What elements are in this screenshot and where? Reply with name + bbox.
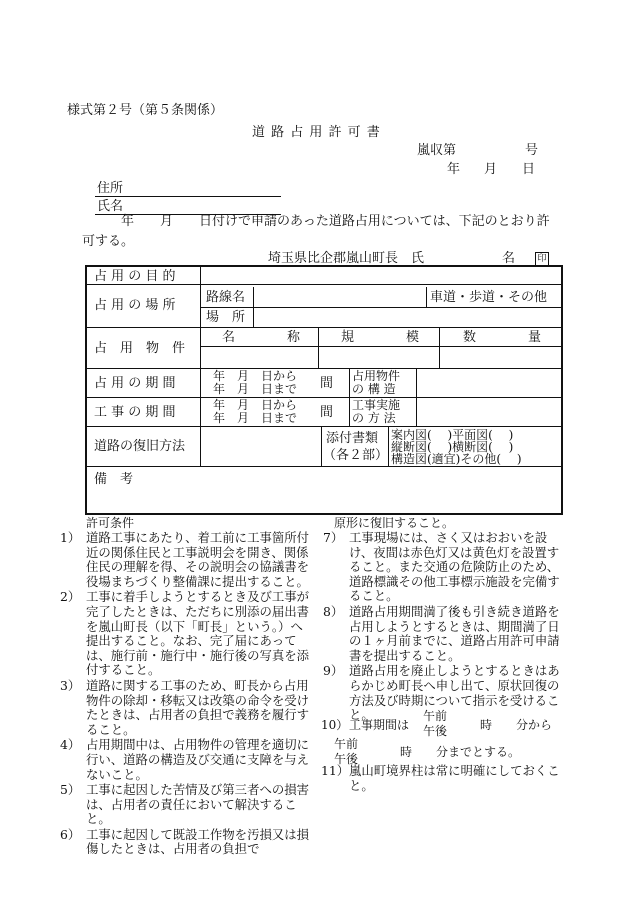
seal-mark: 印 [535, 252, 549, 266]
structure-label-2: の 構 造 [352, 382, 396, 396]
address-label: 住所 [97, 181, 124, 196]
work-between: 間 [320, 405, 334, 420]
col-quantity: 数 量 [463, 330, 542, 345]
reference-suffix: 号 [525, 143, 539, 158]
intro-line-2: 可する。 [82, 234, 135, 249]
condition-3: 3） 道路に関する工事のため、町長から占用物件の除却・移転又は改築の命令を受けたときは、占用者の負担で義務を履行すること。 [60, 677, 310, 737]
attach-label-2: （各２部） [323, 448, 389, 463]
condition-10-am-2: 午前 [334, 737, 359, 751]
condition-10-am-1: 午前 [423, 709, 448, 723]
occupancy-date-from: 年 月 日から [213, 369, 298, 383]
document-title: 道 路 占 用 許 可 書 [252, 125, 381, 140]
condition-2: 2） 工事に着手しようとするとき及び工事が完了したときは、ただちに別添の届出書を嵐山町長（以下「町長」という。）へ提出すること。なお、完了届にあっては、施行前・施行中・施行後の写真を添付すること。 [60, 589, 310, 678]
occupancy-between: 間 [320, 376, 334, 391]
condition-9: 9） 道路占用を廃止しようとするときはあらかじめ町長へ申し出て、原状回復の方法及び時期について指示を受けること。 [323, 663, 560, 723]
attach-label-1: 添付書類 [326, 431, 379, 446]
issuer: 埼玉県比企郡嵐山町長 氏 名 [268, 251, 516, 266]
name-label: 氏名 [97, 199, 124, 214]
col-name: 名 称 [222, 330, 301, 345]
condition-10-pm-1: 午後 [423, 724, 448, 738]
condition-4: 4） 占用期間中は、占用物件の管理を適切に行い、道路の構造及び交通に支障を与えないこと。 [60, 737, 310, 782]
restore-label: 道路の復旧方法 [94, 439, 186, 454]
attach-line-1: 案内図( )平面図( ) [391, 428, 514, 442]
route-label: 路線名 [206, 290, 246, 305]
permit-table [85, 265, 563, 515]
work-date-from: 年 月 日から [213, 398, 298, 412]
attach-line-3: 構造図(適宜)その他( ) [391, 452, 522, 466]
date-month: 月 [484, 162, 498, 177]
condition-5: 5） 工事に起因した苦情及び第三者への損害は、占用者の責任において解決すること。 [60, 782, 310, 827]
form-number: 様式第２号（第５条関係） [67, 103, 224, 118]
condition-6-continuation: 原形に復旧すること。 [334, 516, 455, 530]
condition-10-prefix: 工事期間は [349, 718, 410, 732]
conditions-heading: 許可条件 [86, 516, 135, 530]
address-line [95, 196, 281, 197]
condition-10-time-2: 時 分までとする。 [400, 745, 521, 759]
road-type: 車道・歩道・その他 [430, 290, 548, 305]
purpose-label: 占 用 の 目 的 [94, 269, 176, 284]
condition-11: 11） 嵐山町境界柱は常に明確にしておくこと。 [321, 763, 560, 793]
condition-10-time-1: 時 分から [480, 718, 553, 732]
work-date-to: 年 月 日まで [213, 411, 298, 425]
structure-label-1: 占用物件 [352, 369, 401, 383]
condition-6: 6） 工事に起因して既設工作物を汚損又は損傷したときは、占用者の負担で [60, 826, 310, 857]
work-period-label: 工 事 の 期 間 [94, 405, 176, 420]
place-label: 占 用 の 場 所 [94, 298, 176, 313]
condition-1: 1） 道路工事にあたり、着工前に工事箇所付近の関係住民と工事説明会を開き、関係住民の理解を得、その説明会の協議書を役場まちづくり整備課に提出すること。 [60, 530, 310, 589]
conditions-left [60, 530, 312, 857]
col-scale: 規 模 [341, 330, 420, 345]
object-label: 占 用 物 件 [94, 341, 186, 356]
reference-prefix: 嵐収第 [417, 143, 457, 158]
occupancy-period-label: 占 用 の 期 間 [94, 376, 176, 391]
condition-10-pm-2: 午後 [334, 752, 359, 766]
condition-7: 7） 工事現場には、さく又はおおいを設け、夜間は赤色灯又は黄色灯を設置すること。また交通の危険防止のため、道路標識その他工事標示施設を完備すること。 [323, 530, 560, 604]
remarks-label: 備 考 [94, 472, 134, 487]
method-label-1: 工事実施 [352, 398, 401, 412]
attach-line-2: 縦断図( )横断図( ) [391, 440, 514, 454]
intro-line-1: 年 月 日付けで申請のあった道路占用については、下記のとおり許 [121, 214, 550, 229]
condition-8: 8） 道路占用期間満了後も引き続き道路を占用しようとするときは、期間満了日の１ヶ月前までに、道路占用許可申請書を提出すること。 [323, 603, 560, 663]
method-label-2: の 方 法 [352, 411, 396, 425]
date-day: 日 [522, 162, 536, 177]
location-label: 場 所 [206, 310, 246, 325]
date-year: 年 [447, 162, 461, 177]
occupancy-date-to: 年 月 日まで [213, 382, 298, 396]
conditions-right [323, 530, 564, 723]
condition-10-num: 10） [321, 718, 349, 732]
